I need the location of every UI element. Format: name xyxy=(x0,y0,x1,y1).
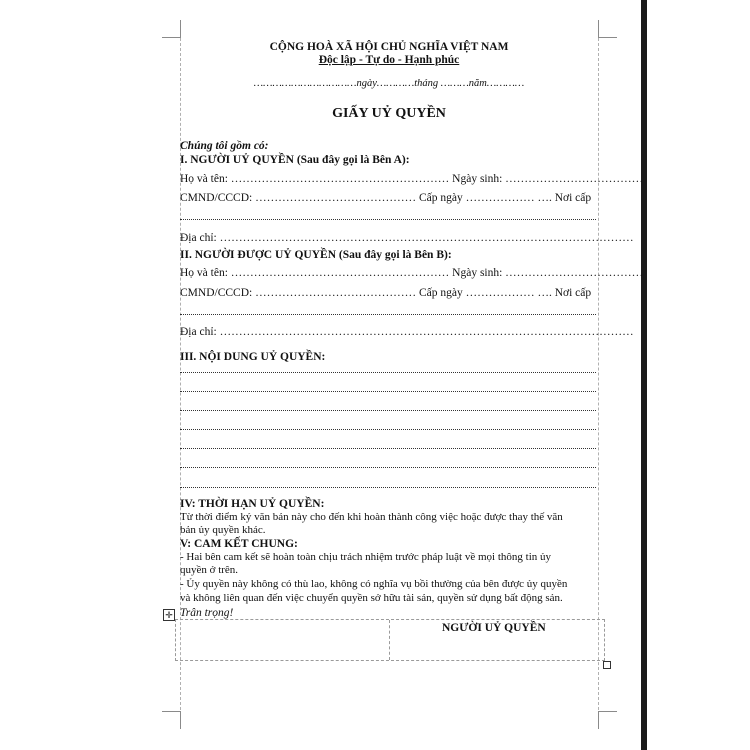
section-4-text-line: Từ thời điểm ký văn bản này cho đến khi hoàn thành công việc hoặc được thay thế văn xyxy=(180,511,563,523)
content-line[interactable] xyxy=(180,391,596,392)
table-resize-handle-icon[interactable] xyxy=(603,661,611,669)
section-4-text-line: bản ủy quyền khác. xyxy=(180,524,266,536)
content-line[interactable] xyxy=(180,410,596,411)
section-5-text-line: - Ủy quyền này không có thù lao, không có nghĩa vụ bồi thường của bên được ủy quyền xyxy=(180,578,568,590)
section-5-text-line: quyền ở trên. xyxy=(180,564,239,576)
party-b-id-field[interactable]: CMND/CCCD: …………………………………… Cấp ngày ……………… …. Nơi cấp xyxy=(180,287,592,299)
crop-mark xyxy=(598,20,599,38)
country-heading: CỘNG HOÀ XÃ HỘI CHỦ NGHĨA VIỆT NAM xyxy=(269,41,509,53)
crop-mark xyxy=(599,711,617,712)
signer-label: NGƯỜI UỶ QUYỀN xyxy=(442,622,546,634)
intro-text: Chúng tôi gồm có: xyxy=(180,140,269,152)
right-margin-guide xyxy=(598,38,599,710)
closing-text: Trân trọng! xyxy=(180,607,234,619)
motto: Độc lập - Tự do - Hạnh phúc xyxy=(318,54,460,66)
document-title: GIẤY UỶ QUYỀN xyxy=(332,106,446,121)
content-line[interactable] xyxy=(180,467,596,468)
crop-mark xyxy=(180,20,181,38)
section-4-heading: IV: THỜI HẠN UỶ QUYỀN: xyxy=(180,498,325,510)
section-5-heading: V: CAM KẾT CHUNG: xyxy=(180,538,298,550)
crop-mark xyxy=(162,711,180,712)
party-b-name-field[interactable]: Họ và tên: ………………………………………………… Ngày sinh: ……………………………… xyxy=(180,267,644,279)
party-b-address-field[interactable]: Địa chỉ: ……………………………………………………………………………………………… xyxy=(180,326,634,338)
crop-mark xyxy=(162,37,180,38)
party-b-heading: II. NGƯỜI ĐƯỢC UỶ QUYỀN (Sau đây gọi là Bên B): xyxy=(180,249,452,261)
table-column-divider xyxy=(389,620,390,660)
section-5-text-line: - Hai bên cam kết sẽ hoàn toàn chịu trách nhiệm trước pháp luật về mọi thông tin ủy xyxy=(180,551,552,563)
crop-mark xyxy=(180,711,181,729)
party-a-blank-line[interactable] xyxy=(180,219,596,220)
content-line[interactable] xyxy=(180,372,596,373)
crop-mark xyxy=(598,711,599,729)
party-a-name-field[interactable]: Họ và tên: ………………………………………………… Ngày sinh: ……………………………… xyxy=(180,173,644,185)
content-line[interactable] xyxy=(180,448,596,449)
content-line[interactable] xyxy=(180,487,596,488)
section-5-text-line: và không liên quan đến việc chuyển quyền sở hữu tài sản, quyền sử dụng bất động sản. xyxy=(180,592,563,604)
date-line: ……………………………ngày…………tháng ………năm………… xyxy=(253,78,525,89)
crop-mark xyxy=(599,37,617,38)
table-move-handle-icon[interactable]: ✛ xyxy=(163,609,175,621)
party-a-id-field[interactable]: CMND/CCCD: …………………………………… Cấp ngày ……………… …. Nơi cấp xyxy=(180,192,592,204)
section-3-heading: III. NỘI DUNG UỶ QUYỀN: xyxy=(180,351,326,363)
party-a-address-field[interactable]: Địa chỉ: ……………………………………………………………………………………………… xyxy=(180,232,634,244)
party-b-blank-line[interactable] xyxy=(180,314,596,315)
party-a-heading: I. NGƯỜI UỶ QUYỀN (Sau đây gọi là Bên A): xyxy=(180,154,410,166)
content-line[interactable] xyxy=(180,429,596,430)
window-edge xyxy=(641,0,647,750)
